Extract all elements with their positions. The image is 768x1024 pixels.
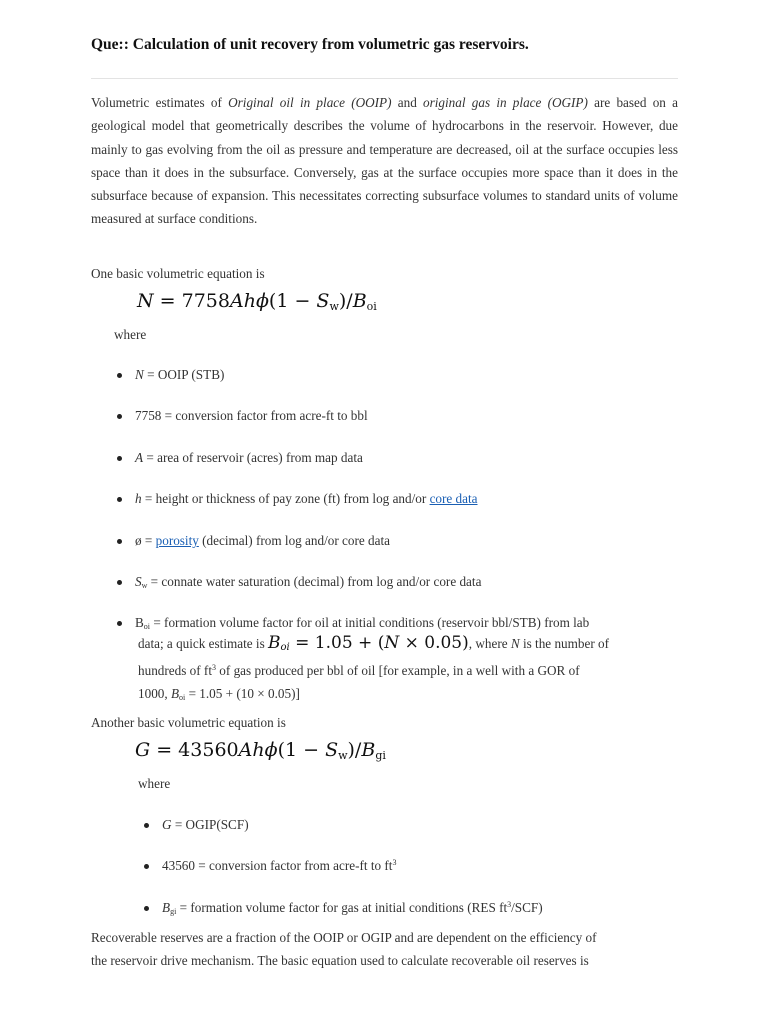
intro-text: are based on a geological model that geometrically describes the volume of hydrocarbons in the reservoir. However, due mainly to gas evolving from the oil as pressure and temperature are decreased, oil at the surface occupies less space than it does in the subsurface. Conversely, gas at the surface occupies more space than it does in the subsurface because of expansion. This necessitates correcting subsurface volumes to standard units of volume measured at surface conditions. <box>91 95 678 227</box>
bullet <box>117 497 122 502</box>
ooip-term: Original oil in place (OOIP) <box>228 95 392 110</box>
boi-item-line4 <box>138 686 300 702</box>
item-text: data; a quick estimate is <box>138 636 269 651</box>
var-symbol: S <box>135 574 142 589</box>
item-text: (decimal) from log and/or core data <box>198 533 390 548</box>
eq-text: = 7758 <box>153 290 230 312</box>
var-symbol: h <box>135 491 142 506</box>
item-text: 43560 = conversion factor from acre-ft to ft <box>162 858 393 873</box>
bullet <box>117 580 122 585</box>
list-item <box>135 574 481 590</box>
eq-symbol: S <box>325 739 339 761</box>
eq-subscript: gi <box>375 749 386 762</box>
bullet <box>117 539 122 544</box>
core-data-link[interactable]: core data <box>429 491 478 506</box>
eq-subscript: oi <box>280 642 290 653</box>
closing-line-2: the reservoir drive mechanism. The basic equation used to calculate recoverable oil reserves is <box>91 953 589 968</box>
where-label: where <box>138 776 171 791</box>
var-symbol: G <box>162 817 172 832</box>
boi-item-line3 <box>138 663 580 679</box>
var-subscript: gi <box>170 907 177 916</box>
eq-text: = 1.05 + ( <box>289 633 385 653</box>
boi-item-line1 <box>135 615 589 631</box>
title-divider <box>91 78 678 79</box>
intro-text: Volumetric estimates of <box>91 95 229 110</box>
var-symbol: B <box>170 686 180 701</box>
item-text: 1000, <box>138 686 171 701</box>
intro-paragraph <box>91 91 678 231</box>
bullet <box>117 621 122 626</box>
boi-item-line2 <box>138 633 609 653</box>
item-text: of gas produced per bbl of oil [for example, in a well with a GOR of <box>215 663 580 678</box>
eq-symbol: N <box>137 290 154 312</box>
item-text: = formation volume factor for oil at initial conditions (reservoir bbl/STB) from lab <box>150 615 590 630</box>
var-symbol: B <box>162 900 171 915</box>
gas-volumetric-equation <box>135 739 386 762</box>
item-text: , where <box>468 636 511 651</box>
var-subscript: w <box>141 581 148 590</box>
item-text: = 1.05 + (10 × 0.05)] <box>185 686 300 701</box>
eq-symbol: B <box>361 739 376 761</box>
eq-symbol: S <box>316 290 330 312</box>
item-text: = connate water saturation (decimal) from log and/or core data <box>147 574 482 589</box>
bullet <box>117 414 122 419</box>
eq-text: × 0.05) <box>399 633 469 653</box>
item-text: = OGIP(SCF) <box>171 817 249 832</box>
oil-volumetric-equation <box>137 290 377 313</box>
var-symbol: N <box>510 636 520 651</box>
item-text: hundreds of ft <box>138 663 212 678</box>
bullet <box>117 456 122 461</box>
eq-text: (1 − <box>268 290 317 312</box>
eq-text: (1 − <box>277 739 326 761</box>
bullet <box>144 823 149 828</box>
item-text: /SCF) <box>511 900 543 915</box>
list-item <box>135 491 478 507</box>
item-text: = area of reservoir (acres) from map data <box>143 450 363 465</box>
list-item <box>135 367 224 383</box>
list-item <box>135 450 363 466</box>
item-text: = OOIP (STB) <box>143 367 225 382</box>
eq-symbol: N <box>384 633 400 653</box>
list-item <box>162 900 543 916</box>
eq-symbol: B <box>268 633 281 653</box>
list-item <box>162 858 396 874</box>
closing-line-1: Recoverable reserves are a fraction of the OOIP or OGIP and are dependent on the efficiency of <box>91 930 597 945</box>
item-text: 7758 = conversion factor from acre-ft to bbl <box>135 408 368 423</box>
eq-subscript: w <box>338 749 348 762</box>
ogip-term: original gas in place (OGIP) <box>423 95 588 110</box>
eq-text: )/ <box>338 290 353 312</box>
var-subscript: oi <box>179 693 186 702</box>
list-item <box>135 408 368 424</box>
eq1-intro: One basic volumetric equation is <box>91 266 265 281</box>
eq-symbol: Ahϕ <box>229 290 269 312</box>
eq-text: = 43560 <box>150 739 239 761</box>
superscript: 3 <box>507 900 512 909</box>
boi-estimate-equation <box>268 633 469 653</box>
item-text: = height or thickness of pay zone (ft) from log and/or <box>141 491 430 506</box>
var-symbol: A <box>135 450 144 465</box>
var-symbol: B <box>135 615 144 630</box>
list-item <box>162 817 249 833</box>
bullet <box>144 906 149 911</box>
superscript: 3 <box>211 663 216 672</box>
intro-text: and <box>391 95 424 110</box>
item-text: is the number of <box>519 636 610 651</box>
item-text: ø = <box>135 533 156 548</box>
eq-symbol: B <box>352 290 367 312</box>
bullet <box>117 373 122 378</box>
eq-subscript: w <box>329 300 339 313</box>
where-label: where <box>114 327 147 342</box>
bullet <box>144 864 149 869</box>
superscript: 3 <box>392 858 397 867</box>
var-symbol: N <box>135 367 144 382</box>
porosity-link[interactable]: porosity <box>155 533 199 548</box>
page-title: Que:: Calculation of unit recovery from volumetric gas reservoirs. <box>91 36 529 53</box>
eq2-intro: Another basic volumetric equation is <box>91 715 286 730</box>
eq-subscript: oi <box>366 300 377 313</box>
item-text: = formation volume factor for gas at initial conditions (RES ft <box>176 900 508 915</box>
eq-symbol: Ahϕ <box>238 739 278 761</box>
var-subscript: oi <box>143 622 151 631</box>
list-item <box>135 533 390 549</box>
eq-text: )/ <box>347 739 362 761</box>
eq-symbol: G <box>135 739 151 761</box>
